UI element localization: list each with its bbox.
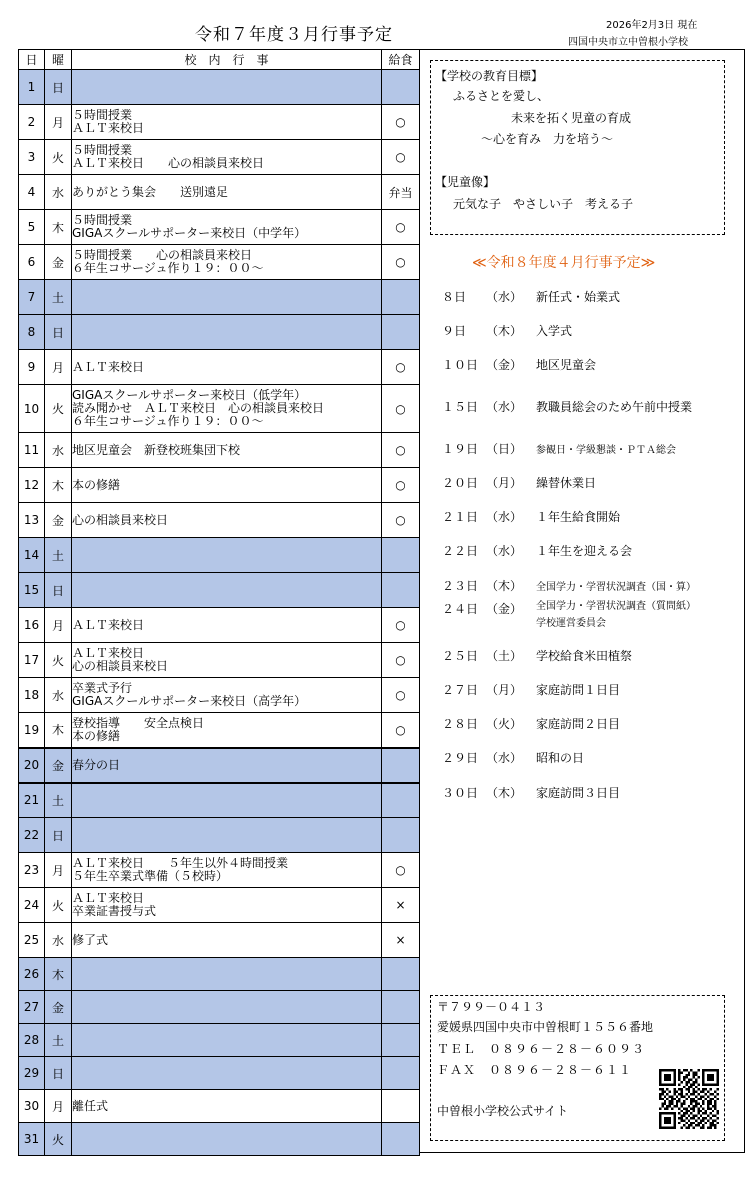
fax: ＦＡＸ ０８９６－２８－６１１ bbox=[437, 1063, 633, 1077]
row-meal bbox=[382, 958, 420, 991]
row-day: 14 bbox=[19, 538, 45, 573]
row-weekday: 日 bbox=[45, 315, 72, 350]
april-weekday: （水） bbox=[486, 544, 523, 558]
april-day: ２２日 bbox=[442, 544, 479, 558]
event-line: 登校指導 安全点検日 bbox=[72, 715, 205, 730]
row-meal: ○ bbox=[382, 608, 420, 643]
row-meal bbox=[382, 783, 420, 818]
row-weekday: 火 bbox=[45, 643, 72, 678]
table-header-row bbox=[19, 50, 420, 70]
event-line: ５時間授業 bbox=[72, 213, 133, 227]
row-events bbox=[72, 1090, 382, 1123]
april-event: 教職員総会のため午前中授業 bbox=[536, 400, 693, 414]
event-line: 本の修繕 bbox=[72, 728, 121, 743]
april-item bbox=[442, 600, 696, 629]
row-weekday: 水 bbox=[45, 678, 72, 713]
row-day: 13 bbox=[19, 503, 45, 538]
row-events bbox=[72, 1024, 382, 1057]
event-line: ６年生コサージュ作り１９：００～ bbox=[72, 414, 264, 428]
april-event: 新任式・始業式 bbox=[536, 290, 621, 304]
as-of-date: 2026年2月3日 現在 bbox=[606, 20, 698, 31]
april-weekday: （土） bbox=[486, 649, 523, 663]
row-meal: ○ bbox=[382, 210, 420, 245]
april-event: 全国学力・学習状況調査（質問紙） bbox=[536, 601, 696, 612]
row-day: 25 bbox=[19, 923, 45, 958]
education-goals-box bbox=[430, 60, 725, 235]
april-day: ３０日 bbox=[442, 786, 479, 800]
row-weekday: 金 bbox=[45, 991, 72, 1024]
april-day: ２７日 bbox=[442, 683, 479, 697]
header-events: 校 内 行 事 bbox=[72, 50, 382, 70]
table-row bbox=[19, 748, 420, 783]
row-day: 20 bbox=[19, 748, 45, 783]
table-row bbox=[19, 385, 420, 433]
row-day: 23 bbox=[19, 853, 45, 888]
row-meal: ○ bbox=[382, 105, 420, 140]
row-events bbox=[72, 385, 382, 433]
row-events bbox=[72, 70, 382, 105]
april-day: ２０日 bbox=[442, 476, 479, 490]
april-day: １９日 bbox=[442, 442, 479, 456]
row-meal: ○ bbox=[382, 140, 420, 175]
row-weekday: 日 bbox=[45, 1057, 72, 1090]
row-weekday: 水 bbox=[45, 433, 72, 468]
row-weekday: 木 bbox=[45, 958, 72, 991]
event-line: ５時間授業 bbox=[72, 108, 133, 122]
row-weekday: 金 bbox=[45, 503, 72, 538]
table-row bbox=[19, 643, 420, 678]
april-item bbox=[442, 474, 596, 491]
table-row bbox=[19, 713, 420, 748]
april-event: 家庭訪問３日目 bbox=[536, 786, 621, 800]
row-events bbox=[72, 175, 382, 210]
row-events bbox=[72, 713, 382, 748]
april-item bbox=[442, 542, 632, 559]
april-day: ２９日 bbox=[442, 751, 479, 765]
goals-line-1: ふるさとを愛し、 bbox=[453, 89, 550, 103]
event-line: 地区児童会 新登校班集団下校 bbox=[72, 442, 241, 457]
row-meal bbox=[382, 818, 420, 853]
row-meal bbox=[382, 538, 420, 573]
row-events bbox=[72, 783, 382, 818]
row-meal bbox=[382, 70, 420, 105]
row-weekday: 火 bbox=[45, 140, 72, 175]
row-weekday: 木 bbox=[45, 468, 72, 503]
row-weekday: 土 bbox=[45, 783, 72, 818]
april-item bbox=[442, 322, 572, 339]
april-item bbox=[442, 784, 620, 801]
row-meal: ○ bbox=[382, 503, 420, 538]
row-events bbox=[72, 503, 382, 538]
table-row bbox=[19, 678, 420, 713]
event-line: 離任式 bbox=[72, 1098, 109, 1113]
event-line: ＡＬＴ来校日 bbox=[72, 646, 145, 660]
april-weekday: （水） bbox=[486, 751, 523, 765]
row-events bbox=[72, 433, 382, 468]
event-line: ５年生卒業式準備（５校時） bbox=[72, 869, 229, 883]
goals-line-2: 未来を拓く児童の育成 bbox=[511, 111, 632, 125]
table-body bbox=[19, 70, 420, 1156]
row-events bbox=[72, 350, 382, 385]
april-day: ２１日 bbox=[442, 510, 479, 524]
row-day: 10 bbox=[19, 385, 45, 433]
event-line: 読み聞かせ ＡＬＴ来校日 心の相談員来校日 bbox=[72, 401, 325, 415]
table-row bbox=[19, 1123, 420, 1156]
row-weekday: 日 bbox=[45, 70, 72, 105]
row-meal bbox=[382, 1123, 420, 1156]
row-events bbox=[72, 678, 382, 713]
table-row bbox=[19, 280, 420, 315]
event-line: 卒業証書授与式 bbox=[72, 904, 157, 918]
row-day: 27 bbox=[19, 991, 45, 1024]
april-event: １年生を迎える会 bbox=[536, 544, 633, 558]
row-meal: ○ bbox=[382, 385, 420, 433]
row-day: 5 bbox=[19, 210, 45, 245]
event-line: ＡＬＴ来校日 bbox=[72, 617, 145, 632]
row-events bbox=[72, 210, 382, 245]
table-row bbox=[19, 350, 420, 385]
row-day: 26 bbox=[19, 958, 45, 991]
table-row bbox=[19, 888, 420, 923]
child-image-line: 元気な子 やさしい子 考える子 bbox=[453, 197, 634, 211]
table-row bbox=[19, 573, 420, 608]
row-events bbox=[72, 888, 382, 923]
april-event: 家庭訪問１日目 bbox=[536, 683, 621, 697]
april-event-secondary: 学校運営委員会 bbox=[536, 618, 606, 629]
april-day: ２８日 bbox=[442, 717, 479, 731]
row-day: 22 bbox=[19, 818, 45, 853]
postal-code: 〒７９９－０４１３ bbox=[437, 1000, 546, 1014]
row-day: 6 bbox=[19, 245, 45, 280]
row-meal: ○ bbox=[382, 678, 420, 713]
school-name: 四国中央市立中曽根小学校 bbox=[568, 37, 688, 48]
table-row bbox=[19, 1057, 420, 1090]
april-event: 家庭訪問２日目 bbox=[536, 717, 621, 731]
table-row bbox=[19, 923, 420, 958]
address: 愛媛県四国中央市中曽根町１５５６番地 bbox=[437, 1020, 654, 1034]
april-weekday: （水） bbox=[486, 290, 523, 304]
table-row bbox=[19, 853, 420, 888]
event-line: ＡＬＴ来校日 bbox=[72, 121, 145, 135]
goals-heading: 【学校の教育目標】 bbox=[435, 69, 544, 83]
row-weekday: 火 bbox=[45, 385, 72, 433]
child-image-heading: 【児童像】 bbox=[435, 175, 496, 189]
row-day: 31 bbox=[19, 1123, 45, 1156]
event-line: 修了式 bbox=[72, 932, 109, 947]
april-day: １０日 bbox=[442, 358, 479, 372]
row-day: 16 bbox=[19, 608, 45, 643]
row-day: 18 bbox=[19, 678, 45, 713]
event-line: GIGAスクールサポーター来校日（高学年） bbox=[72, 694, 307, 708]
row-weekday: 水 bbox=[45, 175, 72, 210]
table-row bbox=[19, 958, 420, 991]
row-day: 12 bbox=[19, 468, 45, 503]
row-meal bbox=[382, 1024, 420, 1057]
row-events bbox=[72, 1123, 382, 1156]
april-item bbox=[442, 715, 620, 732]
table-row bbox=[19, 175, 420, 210]
row-day: 30 bbox=[19, 1090, 45, 1123]
row-meal: 弁当 bbox=[382, 175, 420, 210]
row-events bbox=[72, 818, 382, 853]
table-row bbox=[19, 105, 420, 140]
row-events bbox=[72, 105, 382, 140]
april-item bbox=[442, 508, 620, 525]
april-item bbox=[442, 577, 696, 594]
april-weekday: （火） bbox=[486, 717, 523, 731]
table-row bbox=[19, 433, 420, 468]
row-meal: × bbox=[382, 888, 420, 923]
event-line: 春分の日 bbox=[72, 757, 121, 772]
event-line: ＡＬＴ来校日 bbox=[72, 891, 145, 905]
row-day: 1 bbox=[19, 70, 45, 105]
event-line: ５時間授業 心の相談員来校日 bbox=[72, 248, 253, 262]
row-weekday: 火 bbox=[45, 888, 72, 923]
row-meal: ○ bbox=[382, 433, 420, 468]
table-row bbox=[19, 608, 420, 643]
row-events bbox=[72, 958, 382, 991]
row-weekday: 木 bbox=[45, 210, 72, 245]
row-meal: ○ bbox=[382, 468, 420, 503]
qr-code-icon[interactable] bbox=[659, 1069, 719, 1129]
april-weekday: （木） bbox=[486, 786, 523, 800]
april-day: １５日 bbox=[442, 400, 479, 414]
row-weekday: 土 bbox=[45, 1024, 72, 1057]
header-meal: 給食 bbox=[382, 50, 420, 70]
row-weekday: 月 bbox=[45, 1090, 72, 1123]
table-row bbox=[19, 783, 420, 818]
table-row bbox=[19, 140, 420, 175]
row-events bbox=[72, 538, 382, 573]
row-events bbox=[72, 573, 382, 608]
row-day: 9 bbox=[19, 350, 45, 385]
row-weekday: 月 bbox=[45, 608, 72, 643]
page-title: 令和７年度３月行事予定 bbox=[195, 25, 393, 45]
row-events bbox=[72, 608, 382, 643]
row-day: 19 bbox=[19, 713, 45, 748]
tel: ＴＥＬ ０８９６－２８－６０９３ bbox=[437, 1042, 646, 1056]
row-day: 11 bbox=[19, 433, 45, 468]
table-row bbox=[19, 818, 420, 853]
row-day: 24 bbox=[19, 888, 45, 923]
april-item bbox=[442, 356, 596, 373]
table-row bbox=[19, 503, 420, 538]
row-day: 3 bbox=[19, 140, 45, 175]
row-events bbox=[72, 1057, 382, 1090]
table-row bbox=[19, 991, 420, 1024]
header-day: 日 bbox=[19, 50, 45, 70]
row-weekday: 土 bbox=[45, 538, 72, 573]
row-day: 15 bbox=[19, 573, 45, 608]
row-weekday: 金 bbox=[45, 245, 72, 280]
event-line: ＡＬＴ来校日 bbox=[72, 359, 145, 374]
row-weekday: 金 bbox=[45, 748, 72, 783]
april-weekday: （木） bbox=[486, 579, 523, 593]
row-day: 7 bbox=[19, 280, 45, 315]
official-site-link[interactable]: 中曽根小学校公式サイト bbox=[437, 1104, 569, 1118]
april-day: ９日 bbox=[442, 324, 467, 338]
event-line: ありがとう集会 送別遠足 bbox=[72, 184, 229, 199]
row-day: 17 bbox=[19, 643, 45, 678]
row-events bbox=[72, 853, 382, 888]
april-day: ２５日 bbox=[442, 649, 479, 663]
april-event: 入学式 bbox=[536, 324, 573, 338]
april-item bbox=[442, 681, 620, 698]
row-events bbox=[72, 643, 382, 678]
april-item bbox=[442, 398, 692, 415]
event-line: ＡＬＴ来校日 ５年生以外４時間授業 bbox=[72, 856, 289, 870]
april-day: ２４日 bbox=[442, 602, 479, 616]
row-meal bbox=[382, 1057, 420, 1090]
april-event: 学校給食米田植祭 bbox=[536, 649, 633, 663]
event-line: 卒業式予行 bbox=[72, 681, 133, 695]
event-line: GIGAスクールサポーター来校日（低学年） bbox=[72, 388, 307, 402]
row-events bbox=[72, 468, 382, 503]
table-row bbox=[19, 70, 420, 105]
row-events bbox=[72, 748, 382, 783]
april-item bbox=[442, 647, 632, 664]
event-line: ５時間授業 bbox=[72, 143, 133, 157]
row-weekday: 日 bbox=[45, 818, 72, 853]
row-events bbox=[72, 991, 382, 1024]
header-weekday: 曜 bbox=[45, 50, 72, 70]
row-meal: ○ bbox=[382, 713, 420, 748]
april-event: 繰替休業日 bbox=[536, 476, 597, 490]
april-item bbox=[442, 749, 584, 766]
row-meal bbox=[382, 1090, 420, 1123]
table-row bbox=[19, 245, 420, 280]
april-event: 全国学力・学習状況調査（国・算） bbox=[536, 582, 696, 593]
row-day: 8 bbox=[19, 315, 45, 350]
row-weekday: 火 bbox=[45, 1123, 72, 1156]
event-line: 心の相談員来校日 bbox=[72, 659, 169, 673]
row-events bbox=[72, 315, 382, 350]
table-row bbox=[19, 1090, 420, 1123]
row-weekday: 月 bbox=[45, 350, 72, 385]
row-meal: ○ bbox=[382, 245, 420, 280]
april-event: 参観日・学級懇談・ＰＴＡ総会 bbox=[536, 445, 676, 456]
event-line: 本の修繕 bbox=[72, 477, 121, 492]
april-weekday: （木） bbox=[486, 324, 523, 338]
row-meal bbox=[382, 748, 420, 783]
event-line: GIGAスクールサポーター来校日（中学年） bbox=[72, 226, 307, 240]
table-row bbox=[19, 1024, 420, 1057]
march-schedule-table bbox=[18, 49, 420, 1156]
row-meal bbox=[382, 315, 420, 350]
event-line: ６年生コサージュ作り１９：００～ bbox=[72, 261, 264, 275]
event-line: 心の相談員来校日 bbox=[72, 512, 169, 527]
row-meal bbox=[382, 991, 420, 1024]
april-weekday: （月） bbox=[486, 683, 523, 697]
april-day: ２３日 bbox=[442, 579, 479, 593]
row-weekday: 日 bbox=[45, 573, 72, 608]
row-weekday: 木 bbox=[45, 713, 72, 748]
row-day: 28 bbox=[19, 1024, 45, 1057]
row-meal bbox=[382, 573, 420, 608]
row-meal: × bbox=[382, 923, 420, 958]
april-event: 地区児童会 bbox=[536, 358, 597, 372]
row-day: 2 bbox=[19, 105, 45, 140]
row-events bbox=[72, 280, 382, 315]
april-weekday: （月） bbox=[486, 476, 523, 490]
april-weekday: （水） bbox=[486, 510, 523, 524]
april-day: ８日 bbox=[442, 290, 467, 304]
row-events bbox=[72, 140, 382, 175]
april-item bbox=[442, 288, 620, 305]
row-weekday: 月 bbox=[45, 105, 72, 140]
row-weekday: 月 bbox=[45, 853, 72, 888]
row-meal: ○ bbox=[382, 350, 420, 385]
april-title: ≪令和８年度４月行事予定≫ bbox=[472, 255, 656, 271]
april-event: １年生給食開始 bbox=[536, 510, 621, 524]
table-row bbox=[19, 210, 420, 245]
april-item bbox=[442, 440, 676, 457]
april-weekday: （金） bbox=[486, 358, 523, 372]
goals-line-3: ～心を育み 力を培う～ bbox=[481, 132, 614, 146]
row-events bbox=[72, 245, 382, 280]
row-day: 29 bbox=[19, 1057, 45, 1090]
row-day: 4 bbox=[19, 175, 45, 210]
row-events bbox=[72, 923, 382, 958]
row-day: 21 bbox=[19, 783, 45, 818]
april-event: 昭和の日 bbox=[536, 751, 585, 765]
table-row bbox=[19, 538, 420, 573]
event-line: ＡＬＴ来校日 心の相談員来校日 bbox=[72, 156, 265, 170]
row-meal bbox=[382, 280, 420, 315]
table-row bbox=[19, 468, 420, 503]
row-meal: ○ bbox=[382, 643, 420, 678]
row-meal: ○ bbox=[382, 853, 420, 888]
april-weekday: （日） bbox=[486, 442, 523, 456]
row-weekday: 土 bbox=[45, 280, 72, 315]
april-weekday: （金） bbox=[486, 602, 523, 616]
row-weekday: 水 bbox=[45, 923, 72, 958]
april-weekday: （水） bbox=[486, 400, 523, 414]
table-row bbox=[19, 315, 420, 350]
